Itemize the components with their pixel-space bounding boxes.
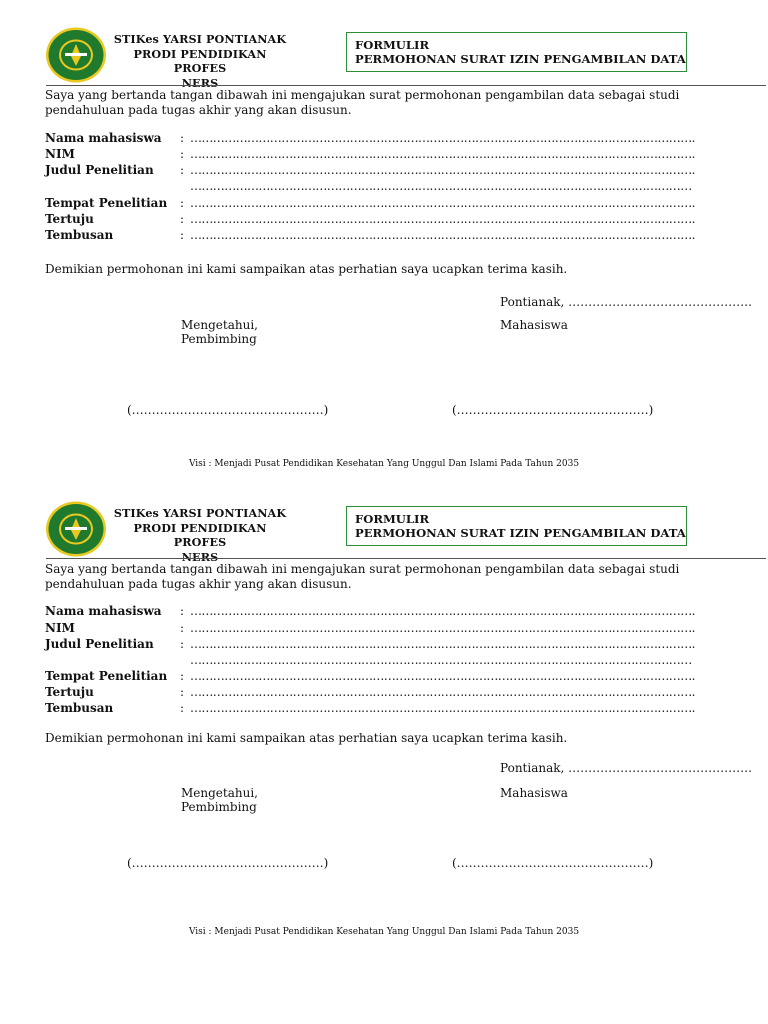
institution-name xyxy=(110,506,290,564)
student-label: Mahasiswa xyxy=(500,786,568,800)
field-fill-line[interactable]: …………………………………………………………………………………………………………………… xyxy=(190,179,692,193)
field-row-research-place[interactable] xyxy=(45,196,725,212)
student-signature-line[interactable]: (…………………………………………) xyxy=(452,403,654,417)
field-fill-line[interactable]: ……………………………………………………………………………………………………………………. xyxy=(190,621,695,635)
form-title-line-1: FORMULIR xyxy=(355,512,430,526)
supervisor-signature-line[interactable]: (…………………………………………) xyxy=(127,403,329,417)
form-title-box xyxy=(346,32,687,72)
form-2 xyxy=(0,474,768,944)
field-label: Tembusan xyxy=(45,701,114,715)
field-fill-line[interactable]: ……………………………………………………………………………………………………………………. xyxy=(190,228,695,242)
field-colon: : xyxy=(180,685,185,699)
student-label: Mahasiswa xyxy=(500,318,568,332)
form-title-line-2: PERMOHONAN SURAT IZIN PENGAMBILAN DATA xyxy=(355,52,686,66)
field-fill-line[interactable]: ……………………………………………………………………………………………………………………. xyxy=(190,685,695,699)
vision-statement: Visi : Menjadi Pusat Pendidikan Kesehatan Yang Unggul Dan Islami Pada Tahun 2035 xyxy=(188,459,580,469)
form-title-line-1: FORMULIR xyxy=(355,38,430,52)
intro-paragraph: Saya yang bertanda tangan dibawah ini mengajukan surat permohonan pengambilan data sebagai studi pendahuluan pada tugas akhir yang akan disusun. xyxy=(45,88,680,117)
field-label: Tembusan xyxy=(45,228,114,242)
field-colon: : xyxy=(180,196,185,210)
field-fill-line[interactable]: ……………………………………………………………………………………………………………………. xyxy=(190,163,695,177)
form-title-box xyxy=(346,506,687,546)
field-colon: : xyxy=(180,228,185,242)
field-row-research-title-cont[interactable] xyxy=(45,653,725,669)
field-row-student-name[interactable] xyxy=(45,131,725,147)
header-divider xyxy=(46,558,766,559)
student-signature-line[interactable]: (…………………………………………) xyxy=(452,856,654,870)
intro-paragraph: Saya yang bertanda tangan dibawah ini mengajukan surat permohonan pengambilan data sebagai studi pendahuluan pada tugas akhir yang akan disusun. xyxy=(45,562,680,591)
field-colon: : xyxy=(180,604,185,618)
field-row-student-name[interactable] xyxy=(45,604,725,620)
institution-logo-icon xyxy=(45,26,107,84)
field-row-cc[interactable] xyxy=(45,228,725,244)
field-fill-line[interactable]: ……………………………………………………………………………………………………………………. xyxy=(190,669,695,683)
institution-line-1: STIKes YARSI PONTIANAK xyxy=(113,32,287,46)
institution-line-2: PRODI PENDIDIKAN PROFES xyxy=(133,46,267,75)
vision-statement: Visi : Menjadi Pusat Pendidikan Kesehatan Yang Unggul Dan Islami Pada Tahun 2035 xyxy=(188,927,580,937)
field-label: NIM xyxy=(45,147,75,161)
field-row-research-place[interactable] xyxy=(45,669,725,685)
field-fill-line[interactable]: ……………………………………………………………………………………………………………………. xyxy=(190,147,695,161)
field-label: Tertuju xyxy=(45,212,94,226)
field-fill-line[interactable]: ……………………………………………………………………………………………………………………. xyxy=(190,212,695,226)
field-fill-line[interactable]: ……………………………………………………………………………………………………………………. xyxy=(190,604,695,618)
field-row-nim[interactable] xyxy=(45,621,725,637)
field-label: Tempat Penelitian xyxy=(45,669,168,683)
field-label: NIM xyxy=(45,621,75,635)
supervisor-label: Pembimbing xyxy=(181,332,257,346)
closing-statement: Demikian permohonan ini kami sampaikan atas perhatian saya ucapkan terima kasih. xyxy=(45,731,568,745)
field-label: Nama mahasiswa xyxy=(45,131,162,145)
institution-line-3: NERS xyxy=(181,549,219,564)
field-row-addressed-to[interactable] xyxy=(45,212,725,228)
field-fill-line[interactable]: ……………………………………………………………………………………………………………………. xyxy=(190,701,695,715)
header-divider xyxy=(46,85,766,86)
field-colon: : xyxy=(180,212,185,226)
supervisor-label: Pembimbing xyxy=(181,800,257,814)
form-1 xyxy=(0,0,768,470)
field-row-research-title[interactable] xyxy=(45,637,725,653)
field-fill-line[interactable]: ……………………………………………………………………………………………………………………. xyxy=(190,637,695,651)
field-fill-line[interactable]: ……………………………………………………………………………………………………………………. xyxy=(190,196,695,210)
field-fill-line[interactable]: …………………………………………………………………………………………………………………… xyxy=(190,653,692,667)
place-date[interactable]: Pontianak, ………………………………………. xyxy=(500,295,752,309)
institution-name xyxy=(110,32,290,90)
field-label: Judul Penelitian xyxy=(45,163,154,177)
field-colon: : xyxy=(180,621,185,635)
field-row-research-title-cont[interactable] xyxy=(45,179,725,195)
known-by-label: Mengetahui, xyxy=(181,318,258,332)
field-colon: : xyxy=(180,147,185,161)
field-colon: : xyxy=(180,131,185,145)
field-colon: : xyxy=(180,637,185,651)
field-label: Nama mahasiswa xyxy=(45,604,162,618)
closing-statement: Demikian permohonan ini kami sampaikan atas perhatian saya ucapkan terima kasih. xyxy=(45,262,568,276)
institution-line-3: NERS xyxy=(181,75,219,90)
field-row-research-title[interactable] xyxy=(45,163,725,179)
field-row-cc[interactable] xyxy=(45,701,725,717)
field-colon: : xyxy=(180,163,185,177)
field-colon: : xyxy=(180,669,185,683)
known-by-label: Mengetahui, xyxy=(181,786,258,800)
supervisor-signature-line[interactable]: (…………………………………………) xyxy=(127,856,329,870)
field-label: Judul Penelitian xyxy=(45,637,154,651)
field-colon: : xyxy=(180,701,185,715)
institution-line-2: PRODI PENDIDIKAN PROFES xyxy=(133,520,267,549)
field-fill-line[interactable]: ……………………………………………………………………………………………………………………. xyxy=(190,131,695,145)
institution-line-1: STIKes YARSI PONTIANAK xyxy=(113,506,287,520)
field-row-nim[interactable] xyxy=(45,147,725,163)
place-date[interactable]: Pontianak, ………………………………………. xyxy=(500,761,752,775)
form-title-line-2: PERMOHONAN SURAT IZIN PENGAMBILAN DATA xyxy=(355,526,686,540)
field-row-addressed-to[interactable] xyxy=(45,685,725,701)
institution-logo-icon xyxy=(45,500,107,558)
field-label: Tertuju xyxy=(45,685,94,699)
field-label: Tempat Penelitian xyxy=(45,196,168,210)
